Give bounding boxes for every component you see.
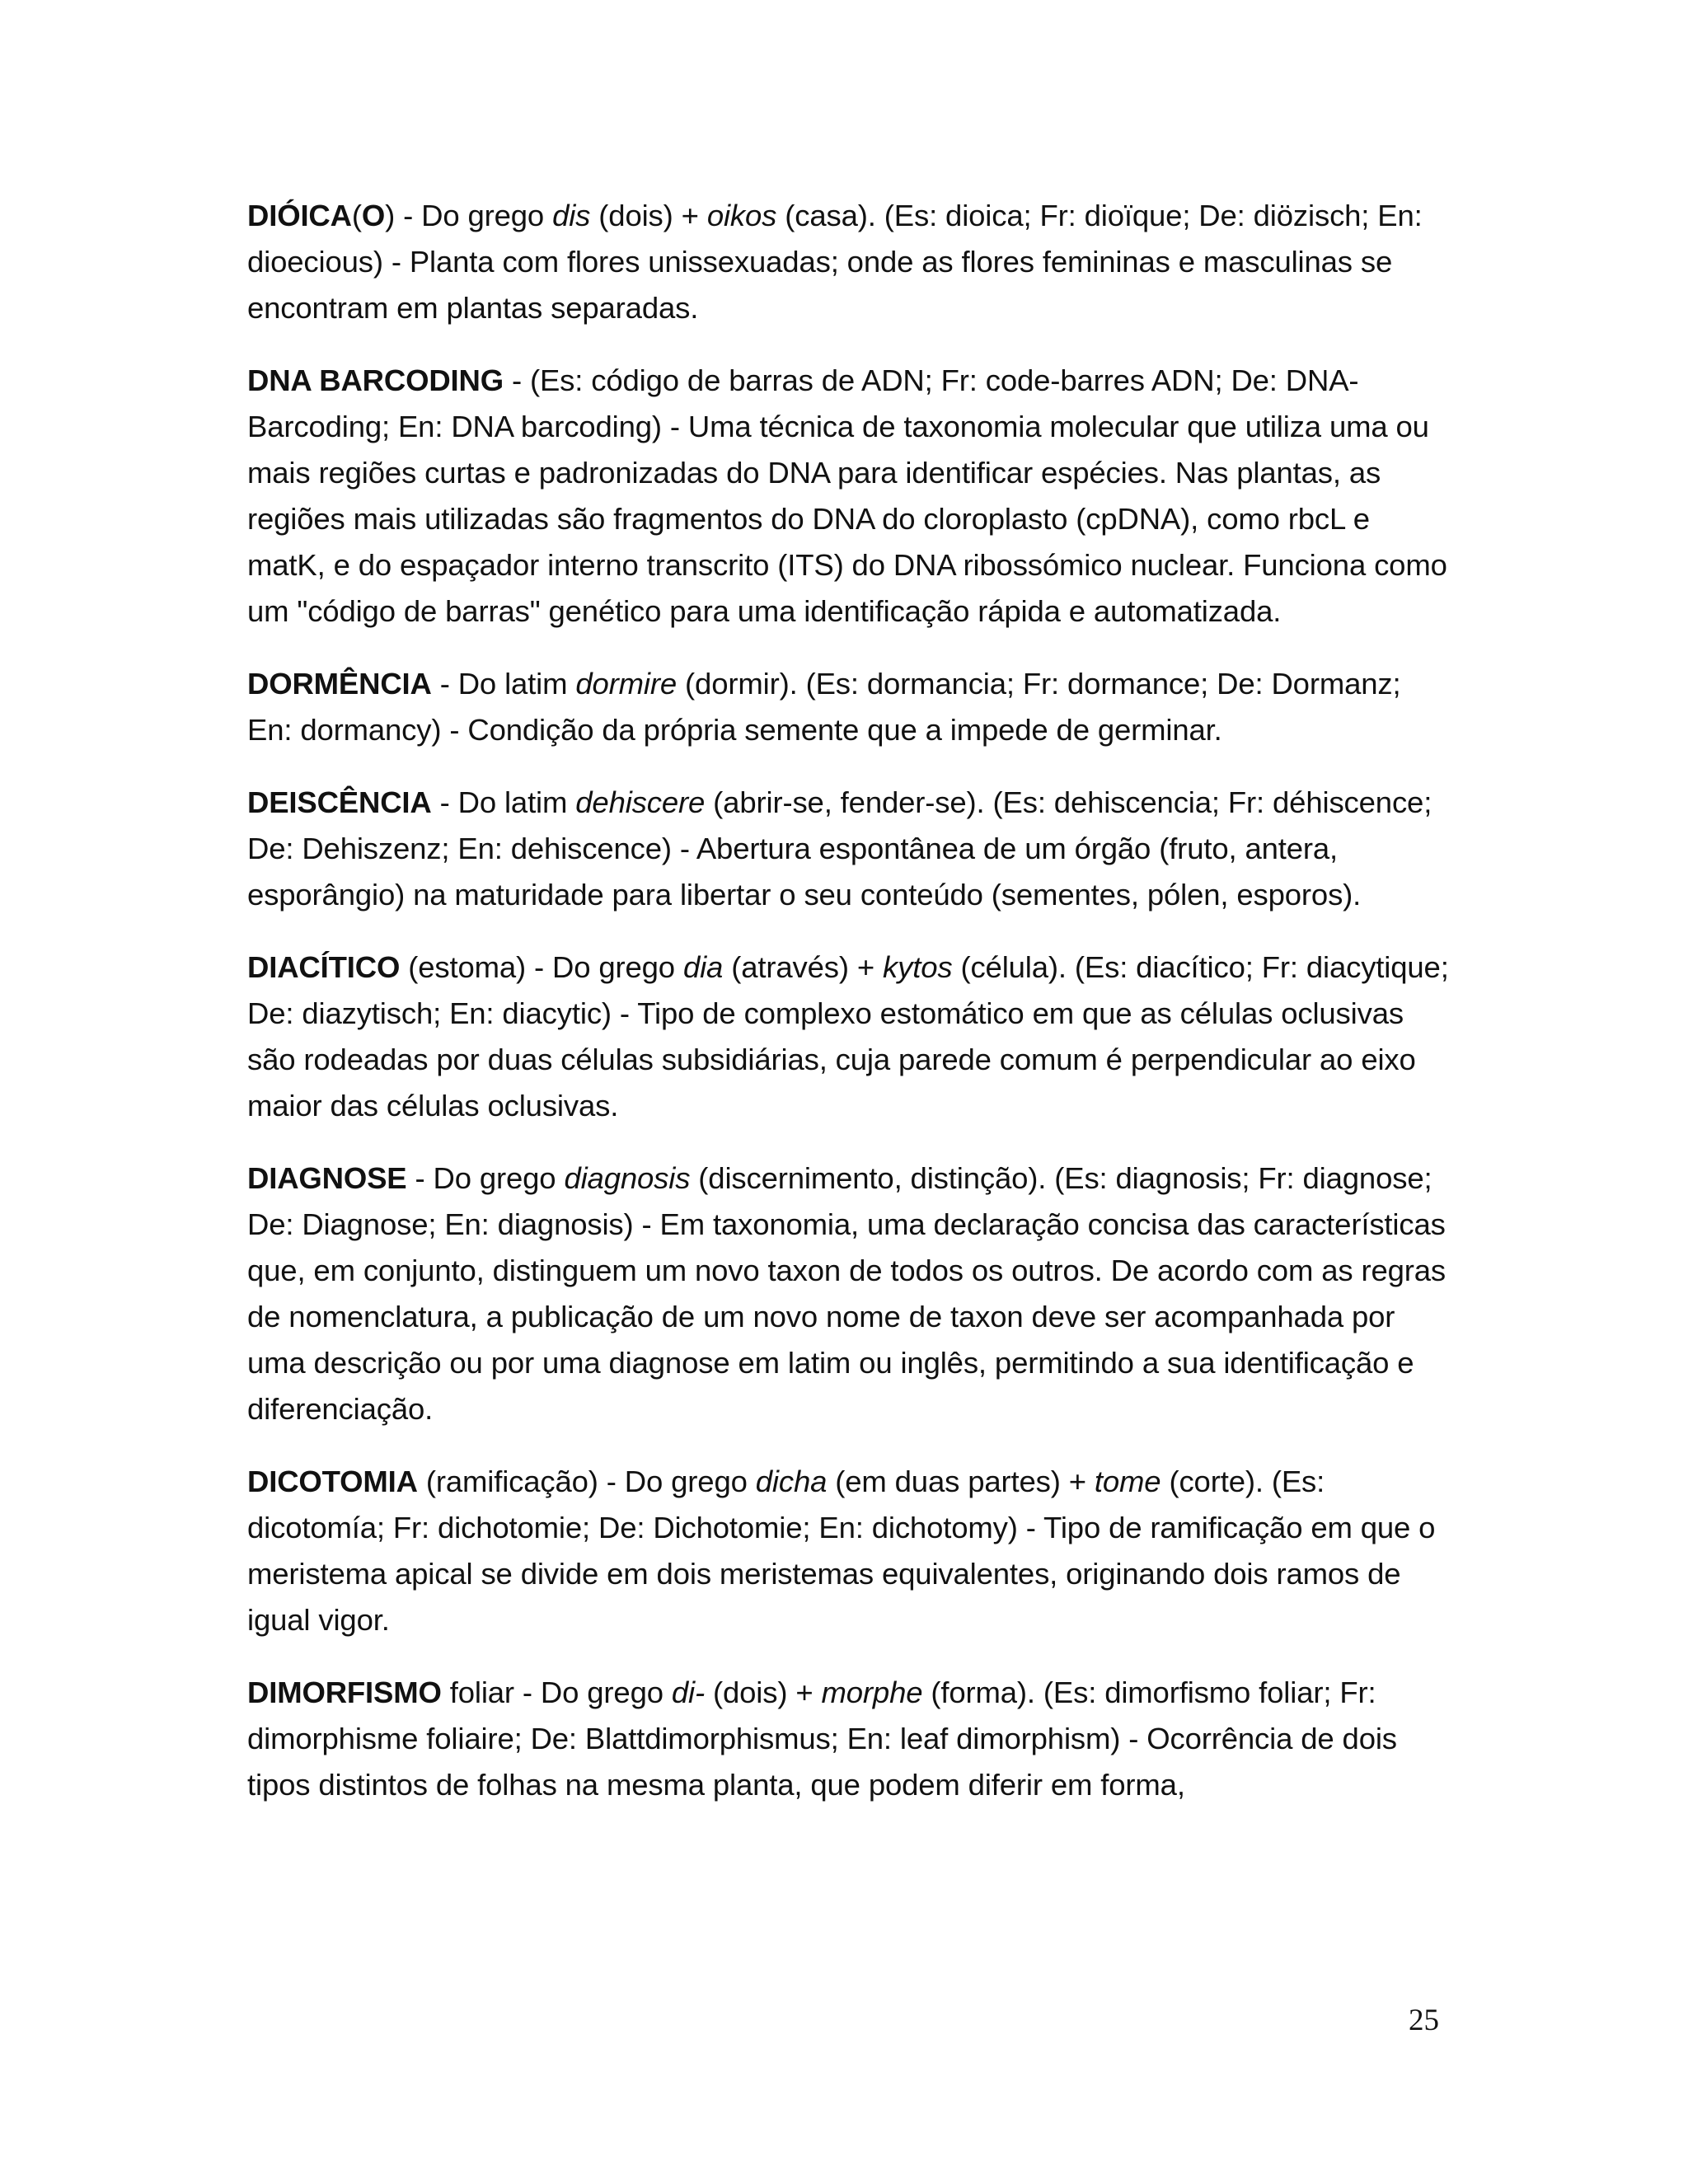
entry-term-suffix: O xyxy=(361,199,386,232)
entry-etymon: diagnosis xyxy=(564,1161,691,1195)
glossary-entry-dicotomia xyxy=(247,1459,1451,1643)
glossary-entry-diagnose xyxy=(247,1155,1451,1432)
entry-text: (discernimento, distinção). (Es: diagnosis; Fr: diagnose; De: Diagnose; En: diagnosis) - Em taxonomia, uma declaração concisa das características que, em conjunto, distinguem um novo taxon de todos os outros. De acordo com as regras de nomenclatura, a publicação de um novo nome de taxon deve ser acompanhada por uma descrição ou por uma diagnose em latim ou inglês, permitindo a sua identificação e diferenciação. xyxy=(247,1161,1446,1426)
entry-etymon: dis xyxy=(552,199,591,232)
entry-text: (em duas partes) + xyxy=(827,1465,1095,1498)
entry-text: (através) + xyxy=(723,950,883,984)
entry-etymon: di- xyxy=(671,1675,705,1709)
glossary-content xyxy=(247,193,1451,1835)
glossary-entry-dormencia xyxy=(247,661,1451,753)
entry-etymon: dia xyxy=(682,950,724,984)
entry-text: - Do grego xyxy=(395,199,553,232)
entry-text: (abrir-se, fender-se). (Es: dehiscencia; Fr: déhiscence; De: Dehiszenz; En: dehiscence) - Abertura espontânea de um órgão (fruto, antera, esporângio) na maturidade para libertar o seu conteúdo (sementes, pólen, esporos). xyxy=(247,785,1432,912)
glossary-entry-dna-barcoding xyxy=(247,358,1451,635)
glossary-entry-dimorfismo xyxy=(247,1670,1451,1808)
entry-term: DNA BARCODING xyxy=(247,363,504,397)
entry-text: - Do latim xyxy=(431,785,576,819)
entry-text: (dois) + xyxy=(705,1675,822,1709)
entry-etymon: morphe xyxy=(821,1675,923,1709)
entry-text: (forma). (Es: dimorfismo foliar; Fr: dimorphisme foliaire; De: Blattdimorphismus; En: leaf dimorphism) - Ocorrência de dois tipos distintos de folhas na mesma planta, que podem diferir em forma, xyxy=(247,1675,1397,1802)
entry-text: (dormir). (Es: dormancia; Fr: dormance; De: Dormanz; En: dormancy) - Condição da própria semente que a impede de germinar. xyxy=(247,667,1401,747)
entry-text: (célula). (Es: diacítico; Fr: diacytique; De: diazytisch; En: diacytic) - Tipo de complexo estomático em que as células oclusivas são rodeadas por duas células subsidiárias, cuja parede comum é perpendicular ao eixo maior das células oclusivas. xyxy=(247,950,1449,1122)
entry-term: DIMORFISMO xyxy=(247,1675,442,1709)
entry-text: (casa). (Es: dioica; Fr: dioïque; De: diözisch; En: dioecious) - Planta com flores unissexuadas; onde as flores femininas e masculinas se encontram em plantas separadas. xyxy=(247,199,1423,325)
entry-text: (ramificação) - Do grego xyxy=(417,1465,756,1498)
entry-etymon: tome xyxy=(1094,1465,1161,1498)
entry-text: ( xyxy=(351,199,362,232)
entry-text: foliar - Do grego xyxy=(441,1675,672,1709)
entry-text: - Do latim xyxy=(431,667,576,701)
glossary-entry-deiscencia xyxy=(247,780,1451,918)
page-number: 25 xyxy=(1409,2004,1439,2037)
entry-term: DIAGNOSE xyxy=(247,1161,407,1195)
entry-term: DIACÍTICO xyxy=(247,950,401,984)
entry-etymon: dormire xyxy=(575,667,678,701)
entry-text: - Do grego xyxy=(406,1161,565,1195)
entry-etymon: dicha xyxy=(755,1465,828,1498)
entry-etymon: dehiscere xyxy=(575,785,706,819)
entry-text: - (Es: código de barras de ADN; Fr: code-barres ADN; De: DNA-Barcoding; En: DNA barcoding) - Uma técnica de taxonomia molecular que utiliza uma ou mais regiões curtas e padronizadas do DNA para identificar espécies. Nas plantas, as regiões mais utilizadas são fragmentos do DNA do cloroplasto (cpDNA), como rbcL e matK, e do espaçador interno transcrito (ITS) do DNA ribossómico nuclear. Funciona como um "código de barras" genético para uma identificação rápida e automatizada. xyxy=(247,363,1447,628)
entry-term: DIÓICA xyxy=(247,199,352,232)
entry-etymon: kytos xyxy=(883,950,953,984)
entry-term: DORMÊNCIA xyxy=(247,667,432,701)
entry-text: ) xyxy=(385,199,396,232)
entry-term: DEISCÊNCIA xyxy=(247,785,432,819)
entry-text: (estoma) - Do grego xyxy=(400,950,683,984)
glossary-entry-diacitico xyxy=(247,944,1451,1129)
entry-text: (dois) + xyxy=(590,199,707,232)
entry-term: DICOTOMIA xyxy=(247,1465,418,1498)
entry-text: (corte). (Es: dicotomía; Fr: dichotomie; De: Dichotomie; En: dichotomy) - Tipo de ramificação em que o meristema apical se divide em dois meristemas equivalentes, originando dois ramos de igual vigor. xyxy=(247,1465,1436,1637)
glossary-entry-dioica xyxy=(247,193,1451,331)
entry-etymon: oikos xyxy=(706,199,777,232)
